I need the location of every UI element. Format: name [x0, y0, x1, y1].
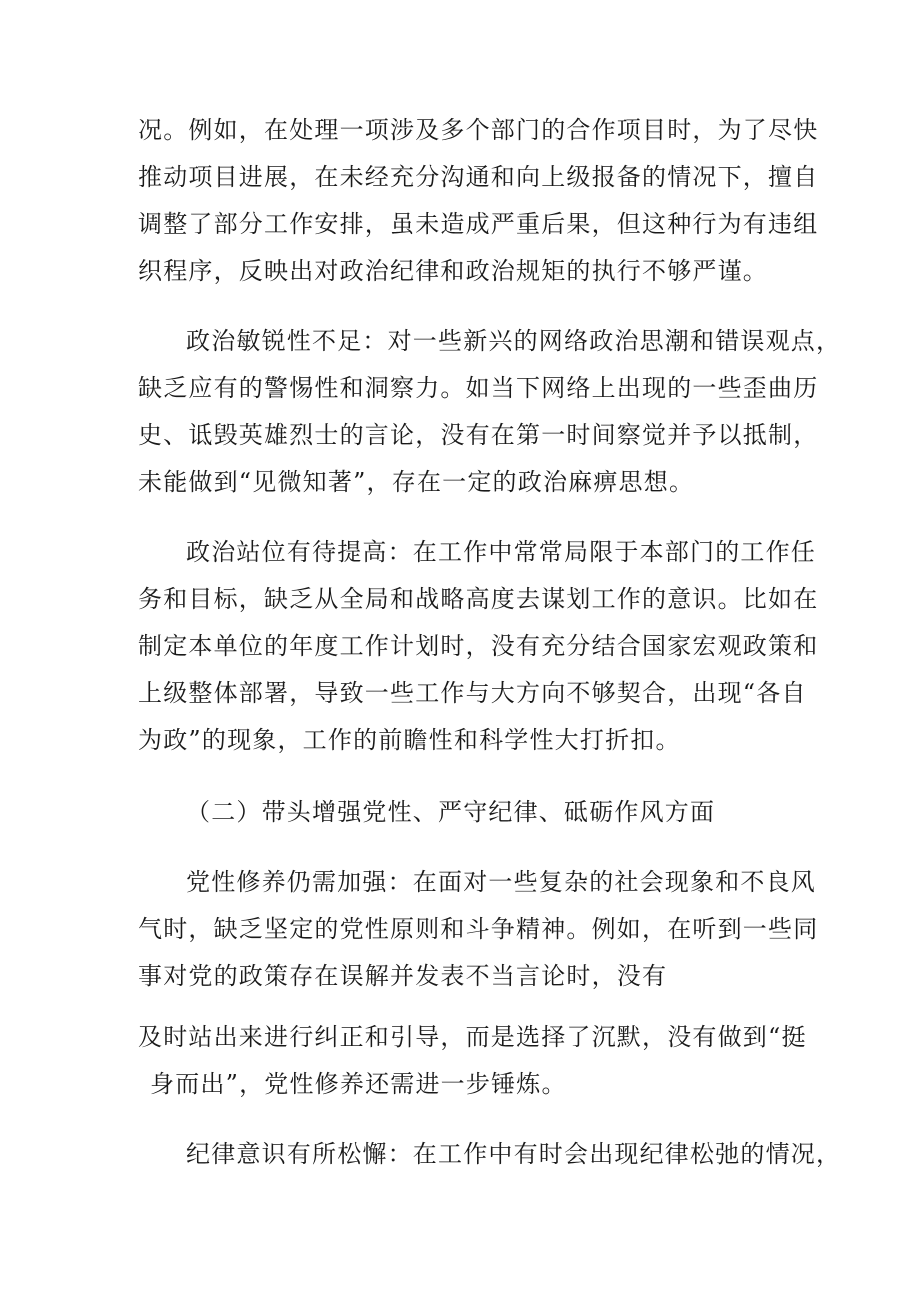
paragraph-first-line: 党性修养仍需加强：在面对一些复杂的社会现象和不良风	[186, 868, 816, 896]
paragraph-line: 织程序，反映出对政治纪律和政治规矩的执行不够严谨。	[138, 257, 768, 285]
paragraph-line: 史、诋毁英雄烈士的言论，没有在第一时间察觉并予以抵制，	[138, 421, 819, 449]
paragraph-line: 事对党的政策存在误解并发表不当言论时，没有	[138, 962, 668, 990]
paragraph-line: 为政”的现象，工作的前瞻性和科学性大打折扣。	[138, 726, 681, 754]
paragraph-line: 务和目标，缺乏从全局和战略高度去谋划工作的意识。比如在	[138, 585, 819, 613]
paragraph-first-line: 纪律意识有所松懈：在工作中有时会出现纪律松弛的情况，	[186, 1140, 842, 1168]
section-heading: （二）带头增强党性、严守纪律、砥砺作风方面	[186, 798, 716, 826]
paragraph-line: 况。例如，在处理一项涉及多个部门的合作项目时，为了尽快	[138, 116, 819, 144]
paragraph-first-line: 政治站位有待提高：在工作中常常局限于本部门的工作任	[186, 538, 816, 566]
paragraph-line: 调整了部分工作安排，虽未造成严重后果，但这种行为有违组	[138, 210, 819, 238]
paragraph-line: 上级整体部署，导致一些工作与大方向不够契合，出现“各自	[138, 679, 807, 707]
paragraph-line: 缺乏应有的警惕性和洞察力。如当下网络上出现的一些歪曲历	[138, 374, 819, 402]
paragraph-line: 气时，缺乏坚定的党性原则和斗争精神。例如，在听到一些同	[138, 915, 819, 943]
paragraph-line: 制定本单位的年度工作计划时，没有充分结合国家宏观政策和	[138, 632, 819, 660]
paragraph-line: 未能做到“见微知著”，存在一定的政治麻痹思想。	[138, 468, 695, 496]
paragraph-first-line: 政治敏锐性不足：对一些新兴的网络政治思潮和错误观点，	[186, 327, 842, 355]
paragraph-line: 身而出”，党性修养还需进一步锤炼。	[150, 1070, 567, 1098]
paragraph-line: 推动项目进展，在未经充分沟通和向上级报备的情况下，擅自	[138, 163, 819, 191]
paragraph-line: 及时站出来进行纠正和引导，而是选择了沉默，没有做到“挺	[138, 1023, 807, 1051]
